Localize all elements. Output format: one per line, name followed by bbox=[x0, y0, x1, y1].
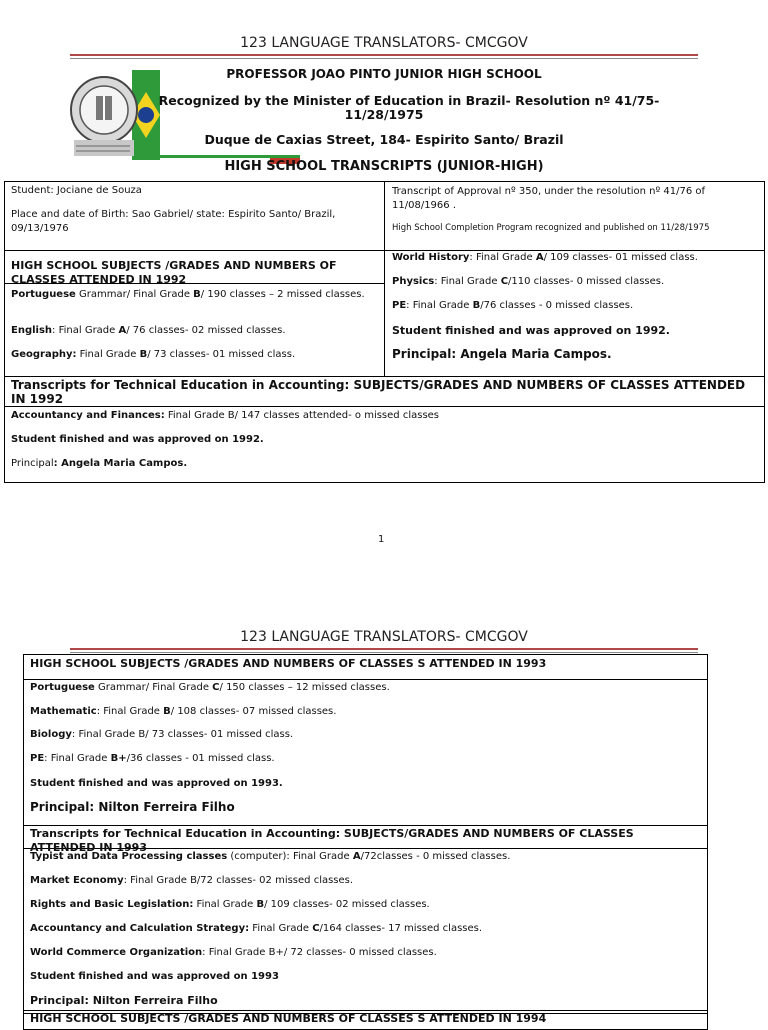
subject-row: World History: Final Grade A/ 109 classes- 01 missed class. bbox=[392, 252, 698, 263]
technical-principal-line: Principal: Nilton Ferreira Filho bbox=[30, 994, 218, 1007]
header-rule bbox=[70, 648, 698, 650]
technical-1993-heading: Transcripts for Technical Education in Accounting: SUBJECTS/GRADES AND NUMBERS OF CLASSES ATTENDED IN 1993 bbox=[30, 827, 634, 854]
page-header: 123 LANGUAGE TRANSLATORS- CMCGOV bbox=[240, 35, 528, 51]
technical-subject-row: Accountancy and Finances: Final Grade B/ 147 classes attended- o missed classes bbox=[11, 410, 440, 421]
school-address: Duque de Caxias Street, 184- Espirito Santo/ Brazil bbox=[204, 132, 564, 147]
technical-subject-row: Rights and Basic Legislation: Final Grade B/ 109 classes- 02 missed classes. bbox=[30, 899, 430, 910]
recognition-line-2: 11/28/1975 bbox=[344, 107, 424, 122]
birth-info: Place and date of Birth: Sao Gabriel/ state: Espirito Santo/ Brazil, 09/13/1976 bbox=[11, 209, 336, 234]
subject-row: PE: Final Grade B/76 classes - 0 missed classes. bbox=[392, 300, 634, 311]
approval-statement: Student finished and was approved on 1992. bbox=[392, 324, 670, 337]
approval-statement: Student finished and was approved on 1993. bbox=[30, 778, 283, 789]
principal-signature-line: Principal: Nilton Ferreira Filho bbox=[30, 800, 235, 814]
principal-signature-line: Principal: Angela Maria Campos. bbox=[392, 347, 612, 361]
header-rule-thin bbox=[70, 58, 698, 59]
subject-row: English: Final Grade A/ 76 classes- 02 missed classes. bbox=[11, 325, 286, 336]
recognition-line-1: Recognized by the Minister of Education in Brazil- Resolution nº 41/75- bbox=[158, 93, 660, 108]
header-rule-thin bbox=[70, 652, 698, 653]
subjects-head-divider bbox=[23, 679, 708, 680]
technical-subject-row: Typist and Data Processing classes (computer): Final Grade A/72classes - 0 missed classes. bbox=[30, 851, 511, 862]
technical-subject-row: World Commerce Organization: Final Grade B+/ 72 classes- 0 missed classes. bbox=[30, 947, 437, 958]
technical-subject-row: Accountancy and Calculation Strategy: Final Grade C/164 classes- 17 missed classes. bbox=[30, 923, 483, 934]
subject-row: Physics: Final Grade C/110 classes- 0 missed classes. bbox=[392, 276, 665, 287]
subject-row: PE: Final Grade B+/36 classes - 01 missed class. bbox=[30, 753, 275, 764]
approval-info: Transcript of Approval nº 350, under the resolution nº 41/76 of 11/08/1966 . bbox=[392, 186, 706, 211]
technical-approval-statement: Student finished and was approved on 1992. bbox=[11, 434, 264, 445]
subject-row: Mathematic: Final Grade B/ 108 classes- 07 missed classes. bbox=[30, 706, 337, 717]
subjects-1994-heading: HIGH SCHOOL SUBJECTS /GRADES AND NUMBERS OF CLASSES S ATTENDED IN 1994 bbox=[30, 1012, 547, 1025]
page-number: 1 bbox=[378, 534, 385, 545]
student-name: Student: Jociane de Souza bbox=[11, 185, 142, 196]
page-header: 123 LANGUAGE TRANSLATORS- CMCGOV bbox=[240, 629, 528, 645]
subject-row: Biology: Final Grade B/ 73 classes- 01 missed class. bbox=[30, 729, 294, 740]
subject-row: Portuguese Grammar/ Final Grade B/ 190 classes – 2 missed classes. bbox=[11, 289, 365, 300]
technical-head-divider bbox=[4, 406, 765, 407]
school-seal-logo bbox=[70, 70, 160, 160]
header-rule bbox=[70, 54, 698, 56]
subject-row: Portuguese Grammar/ Final Grade C/ 150 classes – 12 missed classes. bbox=[30, 682, 390, 693]
completion-info: High School Completion Program recognized and published on 11/28/1975 bbox=[392, 223, 710, 233]
subjects-1993-heading: HIGH SCHOOL SUBJECTS /GRADES AND NUMBERS OF CLASSES S ATTENDED IN 1993 bbox=[30, 657, 547, 670]
school-name: PROFESSOR JOAO PINTO JUNIOR HIGH SCHOOL bbox=[226, 67, 542, 81]
subjects-1992-heading: HIGH SCHOOL SUBJECTS /GRADES AND NUMBERS OF CLASSES ATTENDED IN 1992 bbox=[11, 259, 337, 286]
technical-1992-heading: Transcripts for Technical Education in Accounting: SUBJECTS/GRADES AND NUMBERS OF CLASSES ATTENDED IN 1992 bbox=[11, 378, 746, 406]
technical-principal-line: Principal: Angela Maria Campos. bbox=[11, 458, 188, 469]
transcript-title: HIGH SCHOOL TRANSCRIPTS (JUNIOR-HIGH) bbox=[224, 159, 544, 174]
technical-approval-statement: Student finished and was approved on 1993 bbox=[30, 971, 279, 982]
subject-row: Geography: Final Grade B/ 73 classes- 01 missed class. bbox=[11, 349, 296, 360]
technical-subject-row: Market Economy: Final Grade B/72 classes- 02 missed classes. bbox=[30, 875, 354, 886]
